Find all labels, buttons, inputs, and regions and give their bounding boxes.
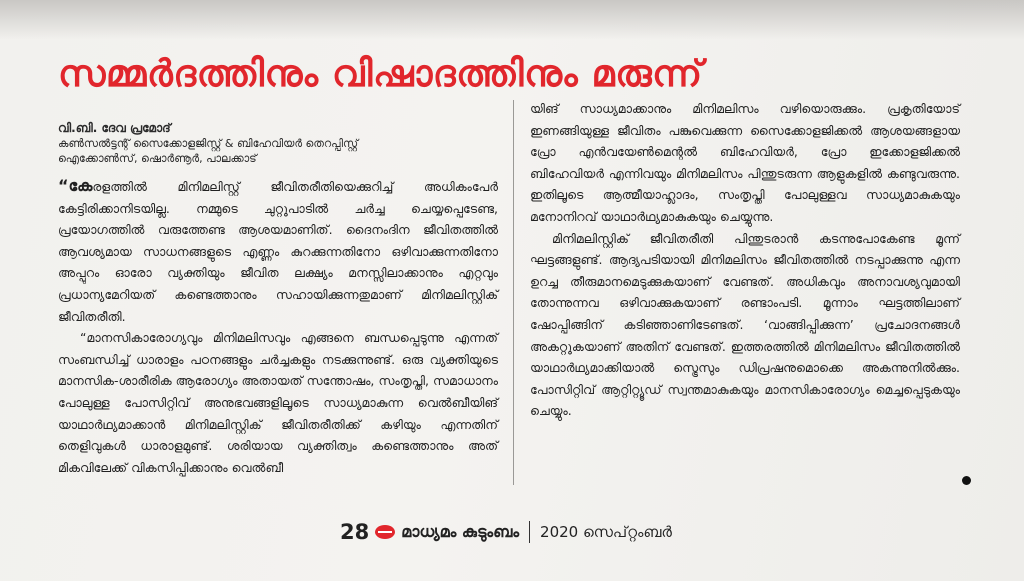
left-column [58, 175, 498, 478]
lead-paragraph-text: രളത്തിൽ മിനിമലിസ്റ്റ് ജീവിതരീതിയെക്കുറിച്ച് അധികംപേർ കേട്ടിരിക്കാനിടയില്ല. നമ്മുടെ ചുറ്റുപാടിൽ ചർച്ച ചെയ്യപ്പെടേണ്ട, പ്രയോഗത്തിൽ വരുത്തേണ്ട ആശയമാണിത്. ദൈനംദിന ജീവിതത്തിൽ ആവശ്യമായ സാധനങ്ങളുടെ എണ്ണം കുറക്കുന്നതിനോ ഒഴിവാക്കുന്നതിനോ അപ്പുറം ഓരോ വ്യക്തിയും ജീവിത ലക്ഷ്യം മനസ്സിലാക്കാനും എറ്റവും പ്രധാന്യമേറിയത് കണ്ടെത്താനും സഹായിക്കുന്നതുമാണ് മിനിമലിസ്റ്റിക് ജീവിതരീതി. [58, 179, 498, 324]
author-role: കൺസൽട്ടന്റ് സൈക്കോളജിസ്റ്റ് & ബിഹേവിയർ തെറപ്പിസ്റ്റ് [58, 137, 359, 150]
footer-separator [529, 521, 530, 543]
lead-paragraph [58, 175, 498, 327]
author-name: വി.ബി. ദേവ പ്രമോദ് [58, 121, 171, 135]
right-column [530, 98, 960, 422]
body-paragraph: “മാനസികാരോഗ്യവും മിനിമലിസവും എങ്ങനെ ബന്ധപ്പെടുന്നു എന്നത് സംബന്ധിച്ച് ധാരാളം പഠനങ്ങളും ചർച്ചകളും നടക്കുന്നുണ്ട്. ഒരു വ്യക്തിയുടെ മാനസിക-ശാരീരിക ആരോഗ്യം അതായത് സന്തോഷം, സംതൃപ്തി, സമാധാനം പോലുള്ള പോസിറ്റിവ് അനുഭവങ്ങളിലൂടെ സാധ്യമാകുന്ന വെൽബീയിങ് യാഥാർഥ്യമാക്കാൻ മിനിമലിസ്റ്റിക് ജീവിതരീതിക്ക് കഴിയും എന്നതിന് തെളിവുകൾ ധാരാളമുണ്ട്. ശരിയായ വ്യക്തിത്വം കണ്ടെത്താനും അത് മികവിലേക്ക് വികസിപ്പിക്കാനും വെൽബീ [58, 330, 498, 475]
body-paragraph: യിങ് സാധ്യമാക്കാനും മിനിമലിസം വഴിയൊരുക്കും. പ്രകൃതിയോട് ഇണങ്ങിയുള്ള ജീവിതം പങ്കുവെക്കുന്ന സൈക്കോളജിക്കൽ ആശയങ്ങളായ പ്രോ എൻവയേൺമെന്റൽ ബിഹേവിയർ, പ്രോ ഇക്കോളജിക്കൽ ബിഹേവിയർ എന്നിവയും മിനിമലിസം പിന്തുടരുന്ന ആളുകളിൽ കണ്ടുവരുന്നു. ഇതിലൂടെ ആത്മീയാഹ്ലാദം, സംതൃപ്തി പോലുള്ളവ സാധ്യമാകുകയും മനോനിറവ് യാഥാർഥ്യമാകുകയും ചെയ്യുന്നു. [530, 101, 960, 224]
magazine-logo-icon [375, 525, 395, 539]
lead-dropcap: “കേ [58, 176, 93, 195]
body-paragraph: മിനിമലിസ്റ്റിക് ജീവിതരീതി പിന്തുടരാൻ കടന്നുപോകേണ്ട മൂന്ന് ഘട്ടങ്ങളുണ്ട്. ആദ്യപടിയായി മിനിമലിസം ജീവിതത്തിൽ നടപ്പാക്കുന്നു എന്ന ഉറച്ച തീരുമാനമെടുക്കുകയാണ് വേണ്ടത്. അധികവും അനാവശ്യവുമായി തോന്നുന്നവ ഒഴിവാക്കുകയാണ് രണ്ടാംപടി. മൂന്നാം ഘട്ടത്തിലാണ് ഷോപ്പിങ്ങിന് കടിഞ്ഞാണിടേണ്ടത്. ‘വാങ്ങിപ്പിക്കുന്ന’ പ്രചോദനങ്ങൾ അകറ്റുകയാണ് അതിന് വേണ്ടത്. ഇത്തരത്തിൽ മിനിമലിസം ജീവിതത്തിൽ യാഥാർഥ്യമാക്കിയാൽ സ്ട്രെസും ഡിപ്രഷനുമൊക്കെ അകന്നുനിൽക്കും. പോസിറ്റിവ് ആറ്റിറ്റ്യൂഡ് സ്വന്തമാകുകയും മാനസികാരോഗ്യം മെച്ചപ്പെടുകയും ചെയ്യും. [530, 230, 960, 419]
article-headline: സമ്മർദത്തിനും വിഷാദത്തിനും മരുന്ന് [58, 52, 703, 95]
issue-date: 2020 സെപ്റ്റംബർ [540, 523, 672, 541]
magazine-name: മാധ്യമം കുടുംബം [401, 522, 520, 541]
end-mark [962, 476, 971, 485]
page-number: 28 [340, 520, 370, 544]
page-shadow [0, 0, 1024, 40]
page-footer [340, 519, 672, 545]
author-byline [58, 120, 498, 166]
column-divider [513, 100, 514, 485]
author-location: ഐക്കോൺസ്, ഷൊർണൂർ, പാലക്കാട് [58, 152, 257, 165]
